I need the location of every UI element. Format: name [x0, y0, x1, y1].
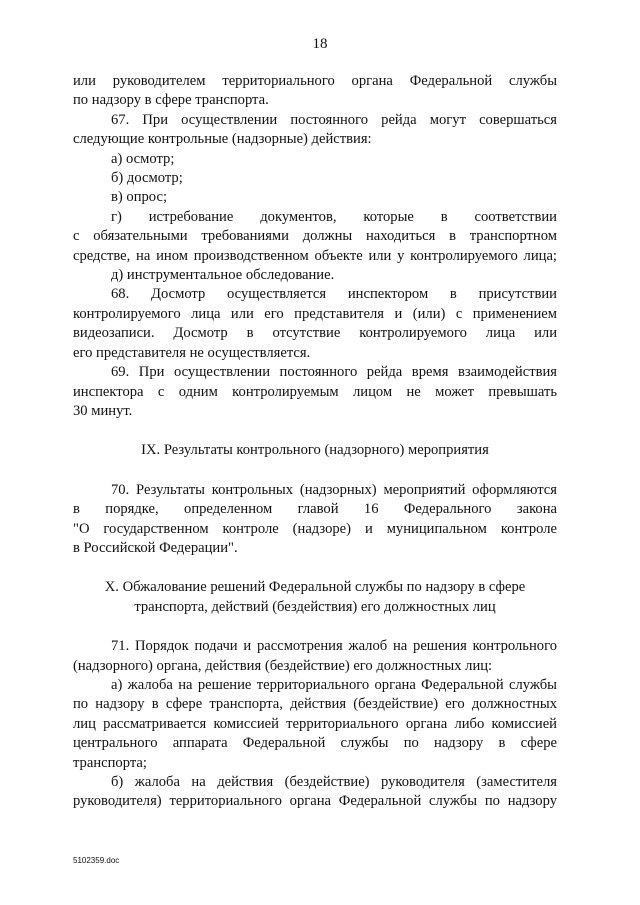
text-line: следующие контрольные (надзорные) действия: [73, 131, 372, 148]
document-footer: 5102359.doc [73, 856, 120, 865]
text-line: в Российской Федерации". [73, 539, 238, 556]
text-line: 68. Досмотр осуществляется инспектором в присутствии [111, 286, 557, 303]
section-heading-line2: транспорта, действий (бездействия) его должностных лиц [134, 598, 496, 615]
text-line: контролируемого лица или его представителя и (или) с применением [73, 305, 557, 322]
text-line: 69. При осуществлении постоянного рейда время взаимодействия [111, 364, 557, 381]
text-line: д) инструментальное обследование. [111, 267, 335, 284]
text-line: или руководителем территориального органа Федеральной службы [73, 73, 557, 89]
text-line: 67. При осуществлении постоянного рейда могут совершаться [111, 111, 557, 128]
text-line: а) осмотр; [111, 150, 175, 167]
text-line: 30 минут. [73, 402, 133, 419]
text-line: (надзорного) органа, действия (бездействие) его должностных лиц: [73, 657, 493, 674]
text-line: г) истребование документов, которые в соответствии [111, 208, 557, 225]
text-line: б) досмотр; [111, 170, 183, 187]
text-line: в) опрос; [111, 189, 167, 206]
text-line: в порядке, определенном главой 16 Федерального закона [73, 501, 557, 518]
text-line: 70. Результаты контрольных (надзорных) мероприятий оформляются [111, 481, 557, 498]
document-body [73, 72, 557, 812]
section-heading: IX. Результаты контрольного (надзорного) мероприятия [141, 442, 489, 459]
text-line: транспорта; [73, 754, 147, 771]
text-line: средстве, на ином производственном объекте или у контролируемого лица; [73, 247, 557, 264]
text-line: его представителя не осуществляется. [73, 344, 311, 361]
text-line: б) жалоба на действия (бездействие) руководителя (заместителя [111, 774, 557, 790]
text-line: а) жалоба на решение территориального органа Федеральной службы [111, 676, 557, 693]
text-line: по надзору в сфере транспорта, действия (бездействие) его должностных [73, 696, 557, 713]
text-line: лиц рассматривается комиссией территориального органа либо комиссией [73, 715, 557, 732]
text-line: инспектора с одним контролируемым лицом не может превышать [73, 383, 557, 400]
text-line: центрального аппарата Федеральной службы по надзору в сфере [73, 735, 557, 752]
text-line: "О государственном контроле (надзоре) и муниципальном контроле [73, 520, 557, 537]
text-line: руководителя) территориального органа Федеральной службы по надзору [73, 793, 557, 810]
page-number: 18 [312, 36, 328, 52]
section-heading: X. Обжалование решений Федеральной службы по надзору в сфере [104, 579, 526, 596]
text-line: 71. Порядок подачи и рассмотрения жалоб на решения контрольного [111, 638, 557, 655]
text-line: видеозаписи. Досмотр в отсутствие контролируемого лица или [73, 325, 557, 342]
text-line: с обязательными требованиями должны находиться в транспортном [73, 228, 557, 245]
text-line: по надзору в сфере транспорта. [73, 92, 269, 109]
